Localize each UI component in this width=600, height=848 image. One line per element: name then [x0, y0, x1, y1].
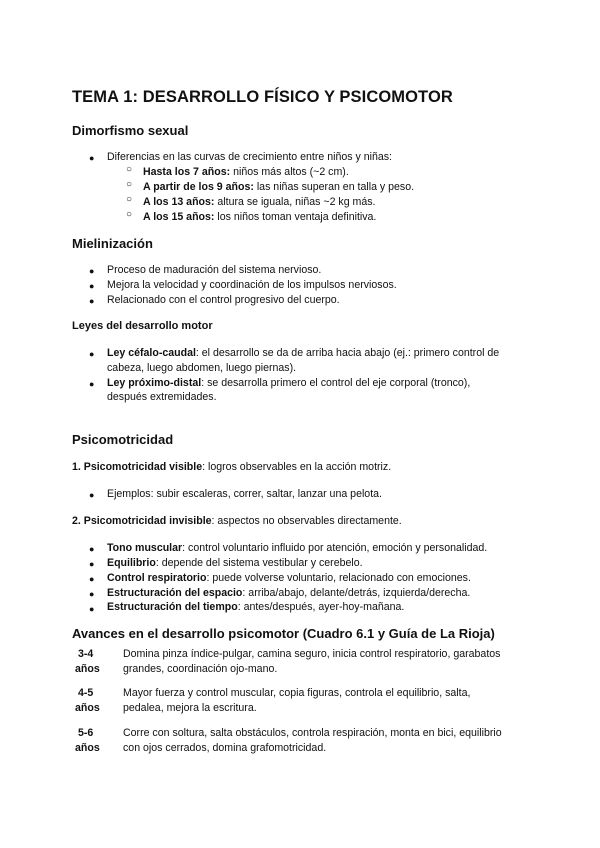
bullet-icon: ● — [89, 574, 95, 584]
bullet-icon: ● — [89, 604, 95, 614]
section-heading-mielinizacion: Mielinización — [72, 236, 153, 251]
table-cell-description: grandes, coordinación ojo-mano. — [123, 663, 278, 675]
bullet-icon: ● — [89, 544, 95, 554]
list-item: A los 13 años: altura se iguala, niñas ~2 kg más. — [143, 196, 376, 208]
list-item: A partir de los 9 años: las niñas superan en talla y peso. — [143, 181, 415, 193]
list-item-continuation: cabeza, luego abdomen, luego piernas). — [107, 362, 297, 374]
list-item: Estructuración del espacio: arriba/abajo, delante/detrás, izquierda/derecha. — [107, 587, 471, 599]
list-item: Relacionado con el control progresivo del cuerpo. — [107, 294, 340, 306]
table-cell-age: 4-5 — [78, 687, 94, 699]
subheading-visible: 1. Psicomotricidad visible: logros observables en la acción motriz. — [72, 461, 392, 473]
list-item: Equilibrio: depende del sistema vestibular y cerebelo. — [107, 557, 363, 569]
list-item: Control respiratorio: puede volverse voluntario, relacionado con emociones. — [107, 572, 471, 584]
list-item: A los 15 años: los niños toman ventaja definitiva. — [143, 211, 377, 223]
page-title: TEMA 1: DESARROLLO FÍSICO Y PSICOMOTOR — [72, 88, 453, 106]
list-item: Ley céfalo-caudal: el desarrollo se da de arriba hacia abajo (ej.: primero control de — [107, 347, 500, 359]
list-item: Estructuración del tiempo: antes/después, ayer-hoy-mañana. — [107, 601, 405, 613]
table-cell-age: años — [75, 663, 100, 675]
bullet-icon: ● — [89, 296, 95, 306]
bullet-icon: ● — [89, 281, 95, 291]
table-cell-age: 3-4 — [78, 648, 94, 660]
subheading-invisible: 2. Psicomotricidad invisible: aspectos no observables directamente. — [72, 515, 402, 527]
list-item: Tono muscular: control voluntario influido por atención, emoción y personalidad. — [107, 542, 488, 554]
circle-bullet-icon: ○ — [126, 194, 133, 205]
bullet-icon: ● — [89, 266, 95, 276]
table-cell-age: años — [75, 742, 100, 754]
table-cell-description: pedalea, mejora la escritura. — [123, 702, 257, 714]
table-cell-description: Domina pinza índice-pulgar, camina seguro, inicia control respiratorio, garabatos — [123, 648, 501, 660]
table-cell-age: 5-6 — [78, 727, 94, 739]
list-item: Proceso de maduración del sistema nervioso. — [107, 264, 322, 276]
section-heading-psicomotricidad: Psicomotricidad — [72, 432, 174, 447]
list-item-continuation: después extremidades. — [107, 391, 217, 403]
circle-bullet-icon: ○ — [126, 209, 133, 220]
table-cell-age: años — [75, 702, 100, 714]
section-heading-dimorfismo: Dimorfismo sexual — [72, 123, 189, 138]
section-heading-leyes: Leyes del desarrollo motor — [72, 320, 213, 332]
bullet-icon: ● — [89, 589, 95, 599]
bullet-icon: ● — [89, 153, 95, 163]
table-cell-description: Mayor fuerza y control muscular, copia figuras, controla el equilibrio, salta, — [123, 687, 471, 699]
table-cell-description: Corre con soltura, salta obstáculos, controla respiración, monta en bici, equilibrio — [123, 727, 502, 739]
list-item: Hasta los 7 años: niños más altos (~2 cm). — [143, 166, 349, 178]
table-cell-description: con ojos cerrados, domina grafomotricidad. — [123, 742, 327, 754]
bullet-icon: ● — [89, 559, 95, 569]
list-item: Ejemplos: subir escaleras, correr, saltar, lanzar una pelota. — [107, 488, 382, 500]
list-item: Diferencias en las curvas de crecimiento entre niños y niñas: — [107, 151, 392, 163]
section-heading-avances: Avances en el desarrollo psicomotor (Cuadro 6.1 y Guía de La Rioja) — [72, 626, 495, 641]
bullet-icon: ● — [89, 379, 95, 389]
circle-bullet-icon: ○ — [126, 179, 133, 190]
bullet-icon: ● — [89, 349, 95, 359]
list-item: Ley próximo-distal: se desarrolla primero el control del eje corporal (tronco), — [107, 377, 471, 389]
list-item: Mejora la velocidad y coordinación de los impulsos nerviosos. — [107, 279, 397, 291]
bullet-icon: ● — [89, 490, 95, 500]
circle-bullet-icon: ○ — [126, 164, 133, 175]
